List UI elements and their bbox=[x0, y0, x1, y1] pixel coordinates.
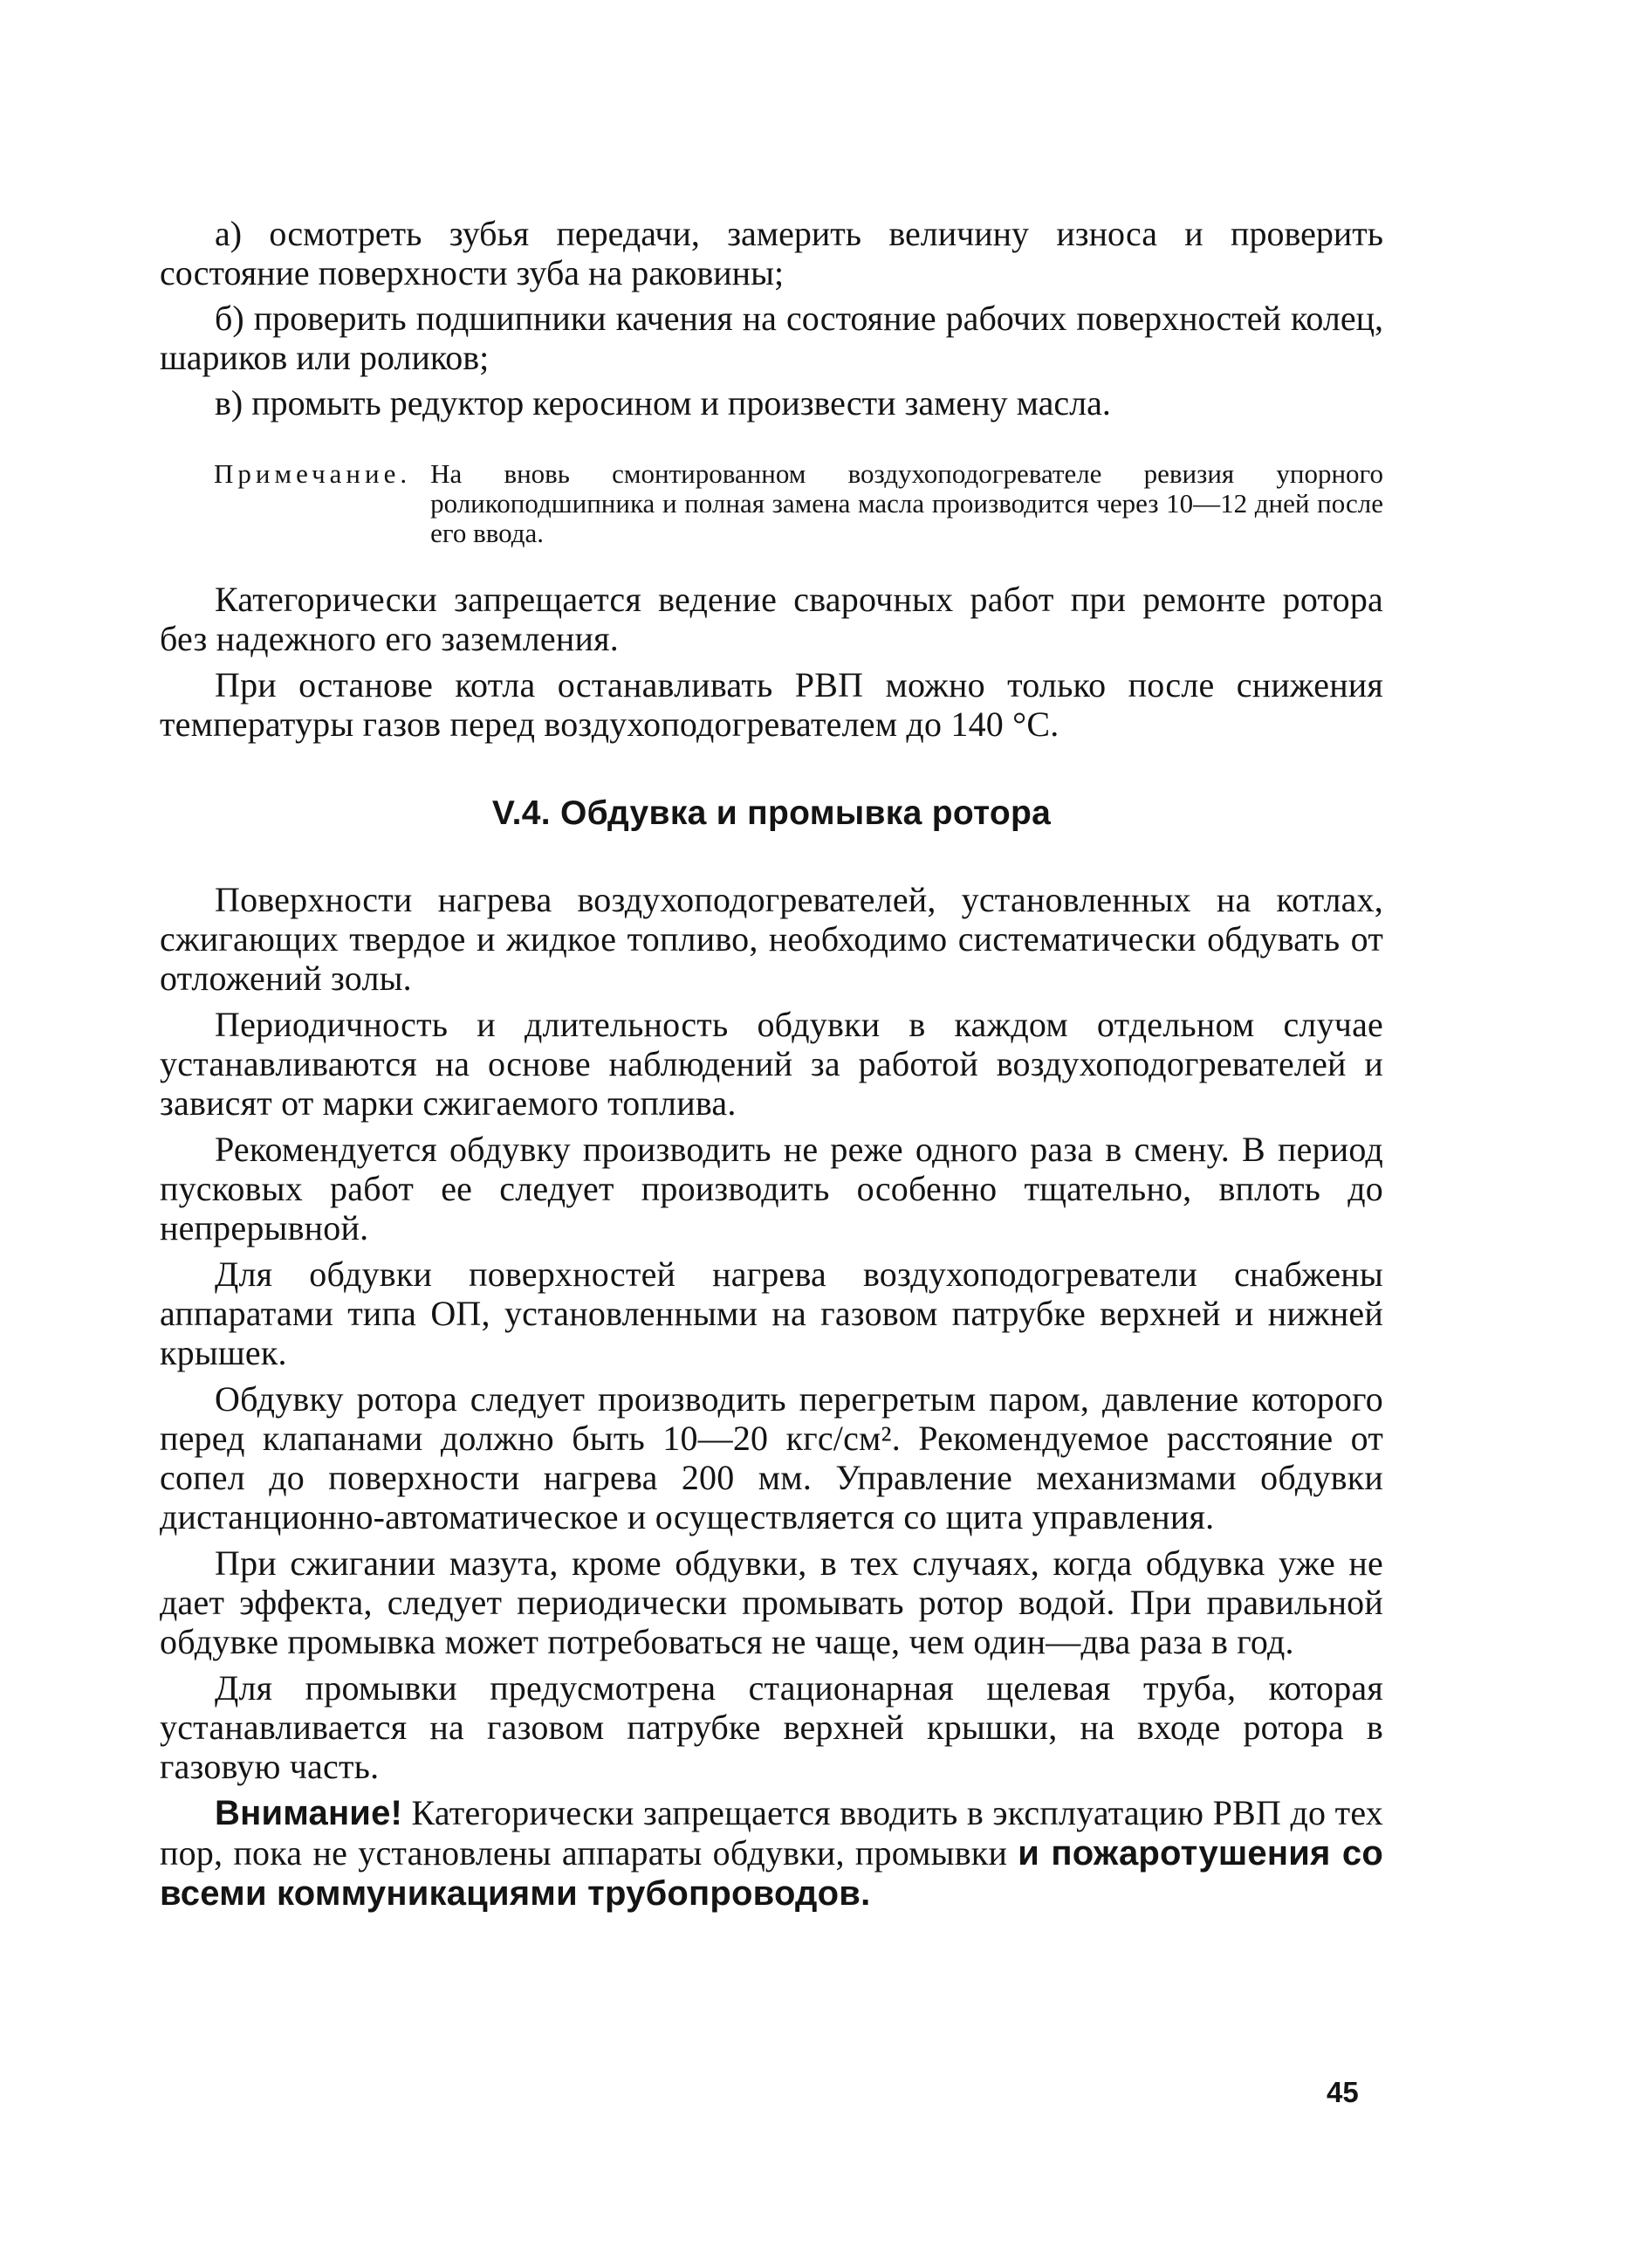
paragraph: Периодичность и длительность обдувки в каждом отдельном случае устанавливаются на основе наблюдений за работой воздухоподогревателей и зависят от марки сжигаемого топлива. bbox=[160, 1005, 1383, 1123]
paragraph: Рекомендуется обдувку производить не реже одного раза в смену. В период пусковых работ ее следует производить особенно тщательно, вплоть до непрерывной. bbox=[160, 1130, 1383, 1247]
paragraph: Категорически запрещается ведение сварочных работ при ремонте ротора без надежного его заземления. bbox=[160, 580, 1383, 658]
paragraph: Для обдувки поверхностей нагрева воздухоподогреватели снабжены аппаратами типа ОП, установленными на газовом патрубке верхней и нижней крышек. bbox=[160, 1254, 1383, 1372]
paragraph: Для промывки предусмотрена стационарная щелевая труба, которая устанавливается на газовом патрубке верхней крышки, на входе ротора в газовую часть. bbox=[160, 1668, 1383, 1786]
list-item: а) осмотреть зубья передачи, замерить величину износа и проверить состояние поверхности зуба на раковины; bbox=[160, 214, 1383, 292]
page-content bbox=[160, 214, 1383, 1914]
section-heading: V.4. Обдувка и промывка ротора bbox=[491, 794, 1052, 832]
note-text: На вновь смонтированном воздухоподогревателе ревизия упорного роликоподшипника и полная замена масла производится через 10—12 дней после его ввода. bbox=[430, 458, 1383, 548]
paragraph: Обдувку ротора следует производить перегретым паром, давление которого перед клапанами должно быть 10—20 кгс/см². Рекомендуемое расстояние от сопел до поверхности нагрева 200 мм. Управление механизмами обдувки дистанционно-автоматическое и осуществляется со щита управления. bbox=[160, 1379, 1383, 1536]
list-item: б) проверить подшипники качения на состояние рабочих поверхностей колец, шариков или роликов; bbox=[160, 299, 1383, 377]
warning-paragraph bbox=[160, 1793, 1383, 1914]
maintenance-list bbox=[160, 214, 1383, 423]
note-block bbox=[214, 459, 1383, 548]
paragraph: При сжигании мазута, кроме обдувки, в тех случаях, когда обдувка уже не дает эффекта, следует периодически промывать ротор водой. При правильной обдувке промывка может потребоваться не чаще, чем один—два раза в год. bbox=[160, 1543, 1383, 1661]
page-number: 45 bbox=[1327, 2076, 1359, 2108]
paragraph: Поверхности нагрева воздухоподогревателей, установленных на котлах, сжигающих твердое и жидкое топливо, необходимо систематически обдувать от отложений золы. bbox=[160, 880, 1383, 998]
paragraph: При останове котла останавливать РВП можно только после снижения температуры газов перед воздухоподогревателем до 140 °С. bbox=[160, 665, 1383, 744]
list-item: в) промыть редуктор керосином и произвести замену масла. bbox=[215, 383, 1111, 423]
warning-text-bold: и пожаротушения со всеми коммуникациями трубопроводов. bbox=[160, 1834, 1383, 1913]
warning-text: Категорически запрещается вводить в эксплуатацию РВП до тех пор, пока не установлены аппараты обдувки, промывки bbox=[160, 1793, 1383, 1873]
note-label: Примечание. bbox=[214, 458, 412, 489]
warning-label: Внимание! bbox=[215, 1794, 403, 1832]
